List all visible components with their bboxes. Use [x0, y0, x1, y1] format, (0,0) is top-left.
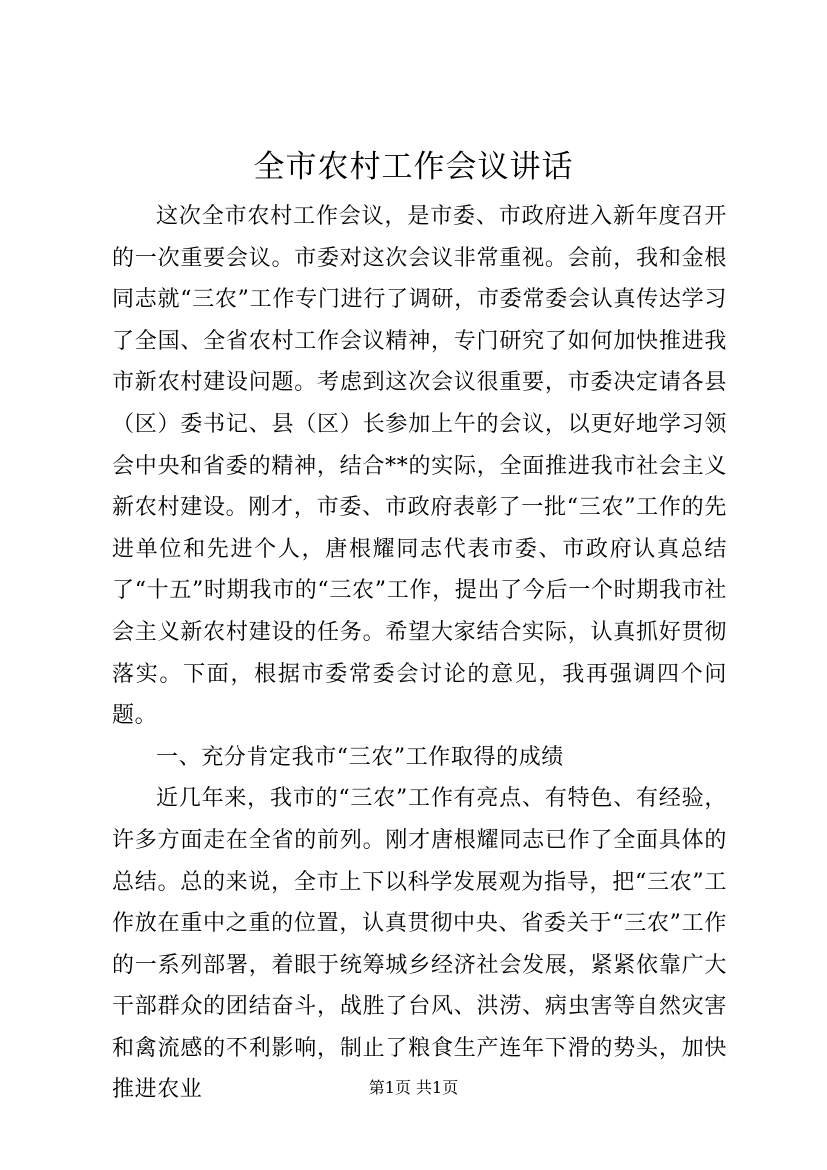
document-body — [112, 196, 727, 1111]
document-title: 全市农村工作会议讲话 — [253, 149, 574, 185]
section-heading: 一、充分肯定我市“三农”工作取得的成绩 — [156, 744, 564, 770]
page-footer: 第1页 共1页 — [368, 1078, 459, 1097]
intro-paragraph: 这次全市农村工作会议，是市委、市政府进入新年度召开的一次重要会议。市委对这次会议非常重视。会前，我和金根同志就“三农”工作专门进行了调研，市委常委会认真传达学习了全国、全省农村工作会议精神，专门研究了如何加快推进我市新农村建设问题。考虑到这次会议很重要，市委决定请各县（区）委书记、县（区）长参加上午的会议，以更好地学习领会中央和省委的精神，结合**的实际，全面推进我市社会主义新农村建设。刚才，市委、市政府表彰了一批“三农”工作的先进单位和先进个人，唐根耀同志代表市委、市政府认真总结了“十五”时期我市的“三农”工作，提出了今后一个时期我市社会主义新农村建设的任务。希望大家结合实际，认真抓好贯彻落实。下面，根据市委常委会讨论的意见，我再强调四个问题。 — [112, 204, 727, 729]
section-paragraph: 近几年来，我市的“三农”工作有亮点、有特色、有经验，许多方面走在全省的前列。刚才唐根耀同志已作了全面具体的总结。总的来说，全市上下以科学发展观为指导，把“三农”工作放在重中之重的位置，认真贯彻中央、省委关于“三农”工作的一系列部署，着眼于统筹城乡经济社会发展，紧紧依靠广大干部群众的团结奋斗，战胜了台风、洪涝、病虫害等自然灾害和禽流感的不利影响，制止了粮食生产连年下滑的势头，加快推进农业 — [112, 786, 727, 1103]
